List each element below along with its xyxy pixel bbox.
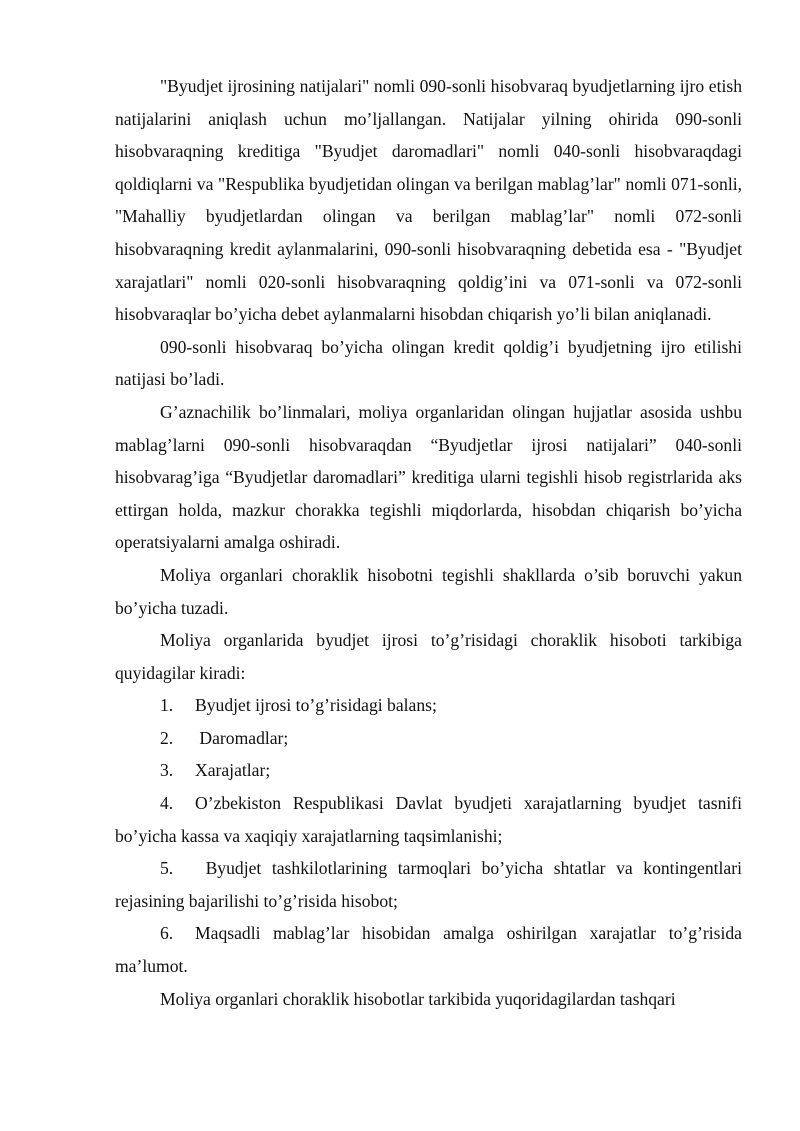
list-item-text: O’zbekiston Respublikasi Davlat byudjeti xarajatlarning byudjet tasnifi bo’yicha kassa va xaqiqiy xarajatlarning taqsimlanishi;	[115, 793, 742, 846]
list-item-text: Maqsadli mablag’lar hisobidan amalga oshirilgan xarajatlar to’g’risida ma’lumot.	[115, 923, 742, 977]
paragraph-quarterly-report: Moliya organlari choraklik hisobotni tegishli shakllarda o’sib boruvchi yakun bo’yicha tuzadi.	[115, 564, 742, 618]
paragraph-credit-balance: 090-sonli hisobvaraq bo’yicha olingan kredit qoldig’i byudjetning ijro etilishi natijasi bo’ladi.	[115, 336, 742, 390]
list-item-text: Xarajatlar;	[195, 760, 271, 781]
list-item	[115, 917, 742, 982]
list-item	[115, 852, 742, 917]
paragraph-report-contents-intro: Moliya organlarida byudjet ijrosi to’g’risidagi choraklik hisoboti tarkibiga quyidagilar kiradi:	[115, 630, 742, 683]
list-item-text: Byudjet tashkilotlarining tarmoqlari bo’yicha shtatlar va kontingentlari rejasining bajarilishi to’g’risida hisobot;	[115, 858, 742, 911]
list-item	[115, 754, 742, 787]
list-item-number: 4.	[160, 793, 174, 814]
document-page	[115, 70, 742, 1015]
list-item	[115, 722, 742, 755]
list-item-number: 1.	[160, 695, 174, 716]
list-item-number: 3.	[160, 760, 174, 781]
report-contents-list	[115, 689, 742, 982]
list-item	[115, 689, 742, 722]
list-item-number: 5.	[160, 858, 174, 879]
list-item-number: 2.	[160, 727, 174, 748]
paragraph-closing: Moliya organlari choraklik hisobotlar tarkibida yuqoridagilardan tashqari	[160, 988, 676, 1009]
paragraph-treasury-operations: G’aznachilik bo’linmalari, moliya organlaridan olingan hujjatlar asosida ushbu mablag’larni 090-sonli hisobvaraqdan “Byudjetlar ijrosi natijalari” 040-sonli hisobvarag’iga “Byudjetlar daromadlari” kreditiga ularni tegishli hisob registrlarida aks ettirgan holda, mazkur chorakka tegishli miqdorlarda, hisobdan chiqarish bo’yicha operatsiyalarni amalga oshiradi.	[115, 401, 742, 553]
list-item-number: 6.	[160, 923, 174, 944]
paragraph-account-090-purpose: "Byudjet ijrosining natijalari" nomli 090-sonli hisobvaraq byudjetlarning ijro etish natijalarini aniqlash uchun mo’ljallangan. Natijalar yilning ohirida 090-sonli hisobvaraqning kreditiga "Byudjet daromadlari" nomli 040-sonli hisobvaraqdagi qoldiqlarni va "Respublika byudjetidan olingan va berilgan mablag’lar" nomli 071-sonli, "Mahalliy byudjetlardan olingan va berilgan mablag’lar" nomli 072-sonli hisobvaraqning kredit aylanmalarini, 090-sonli hisobvaraqning debetida esa - "Byudjet xarajatlari" nomli 020-sonli hisobvaraqning qoldig’ini va 071-sonli va 072-sonli hisobvaraqlar bo’yicha debet aylanmalarni hisobdan chiqarish yo’li bilan aniqlanadi.	[115, 76, 742, 325]
list-item	[115, 787, 742, 852]
list-item-text: Daromadlar;	[195, 727, 289, 748]
list-item-text: Byudjet ijrosi to’g’risidagi balans;	[195, 695, 437, 716]
